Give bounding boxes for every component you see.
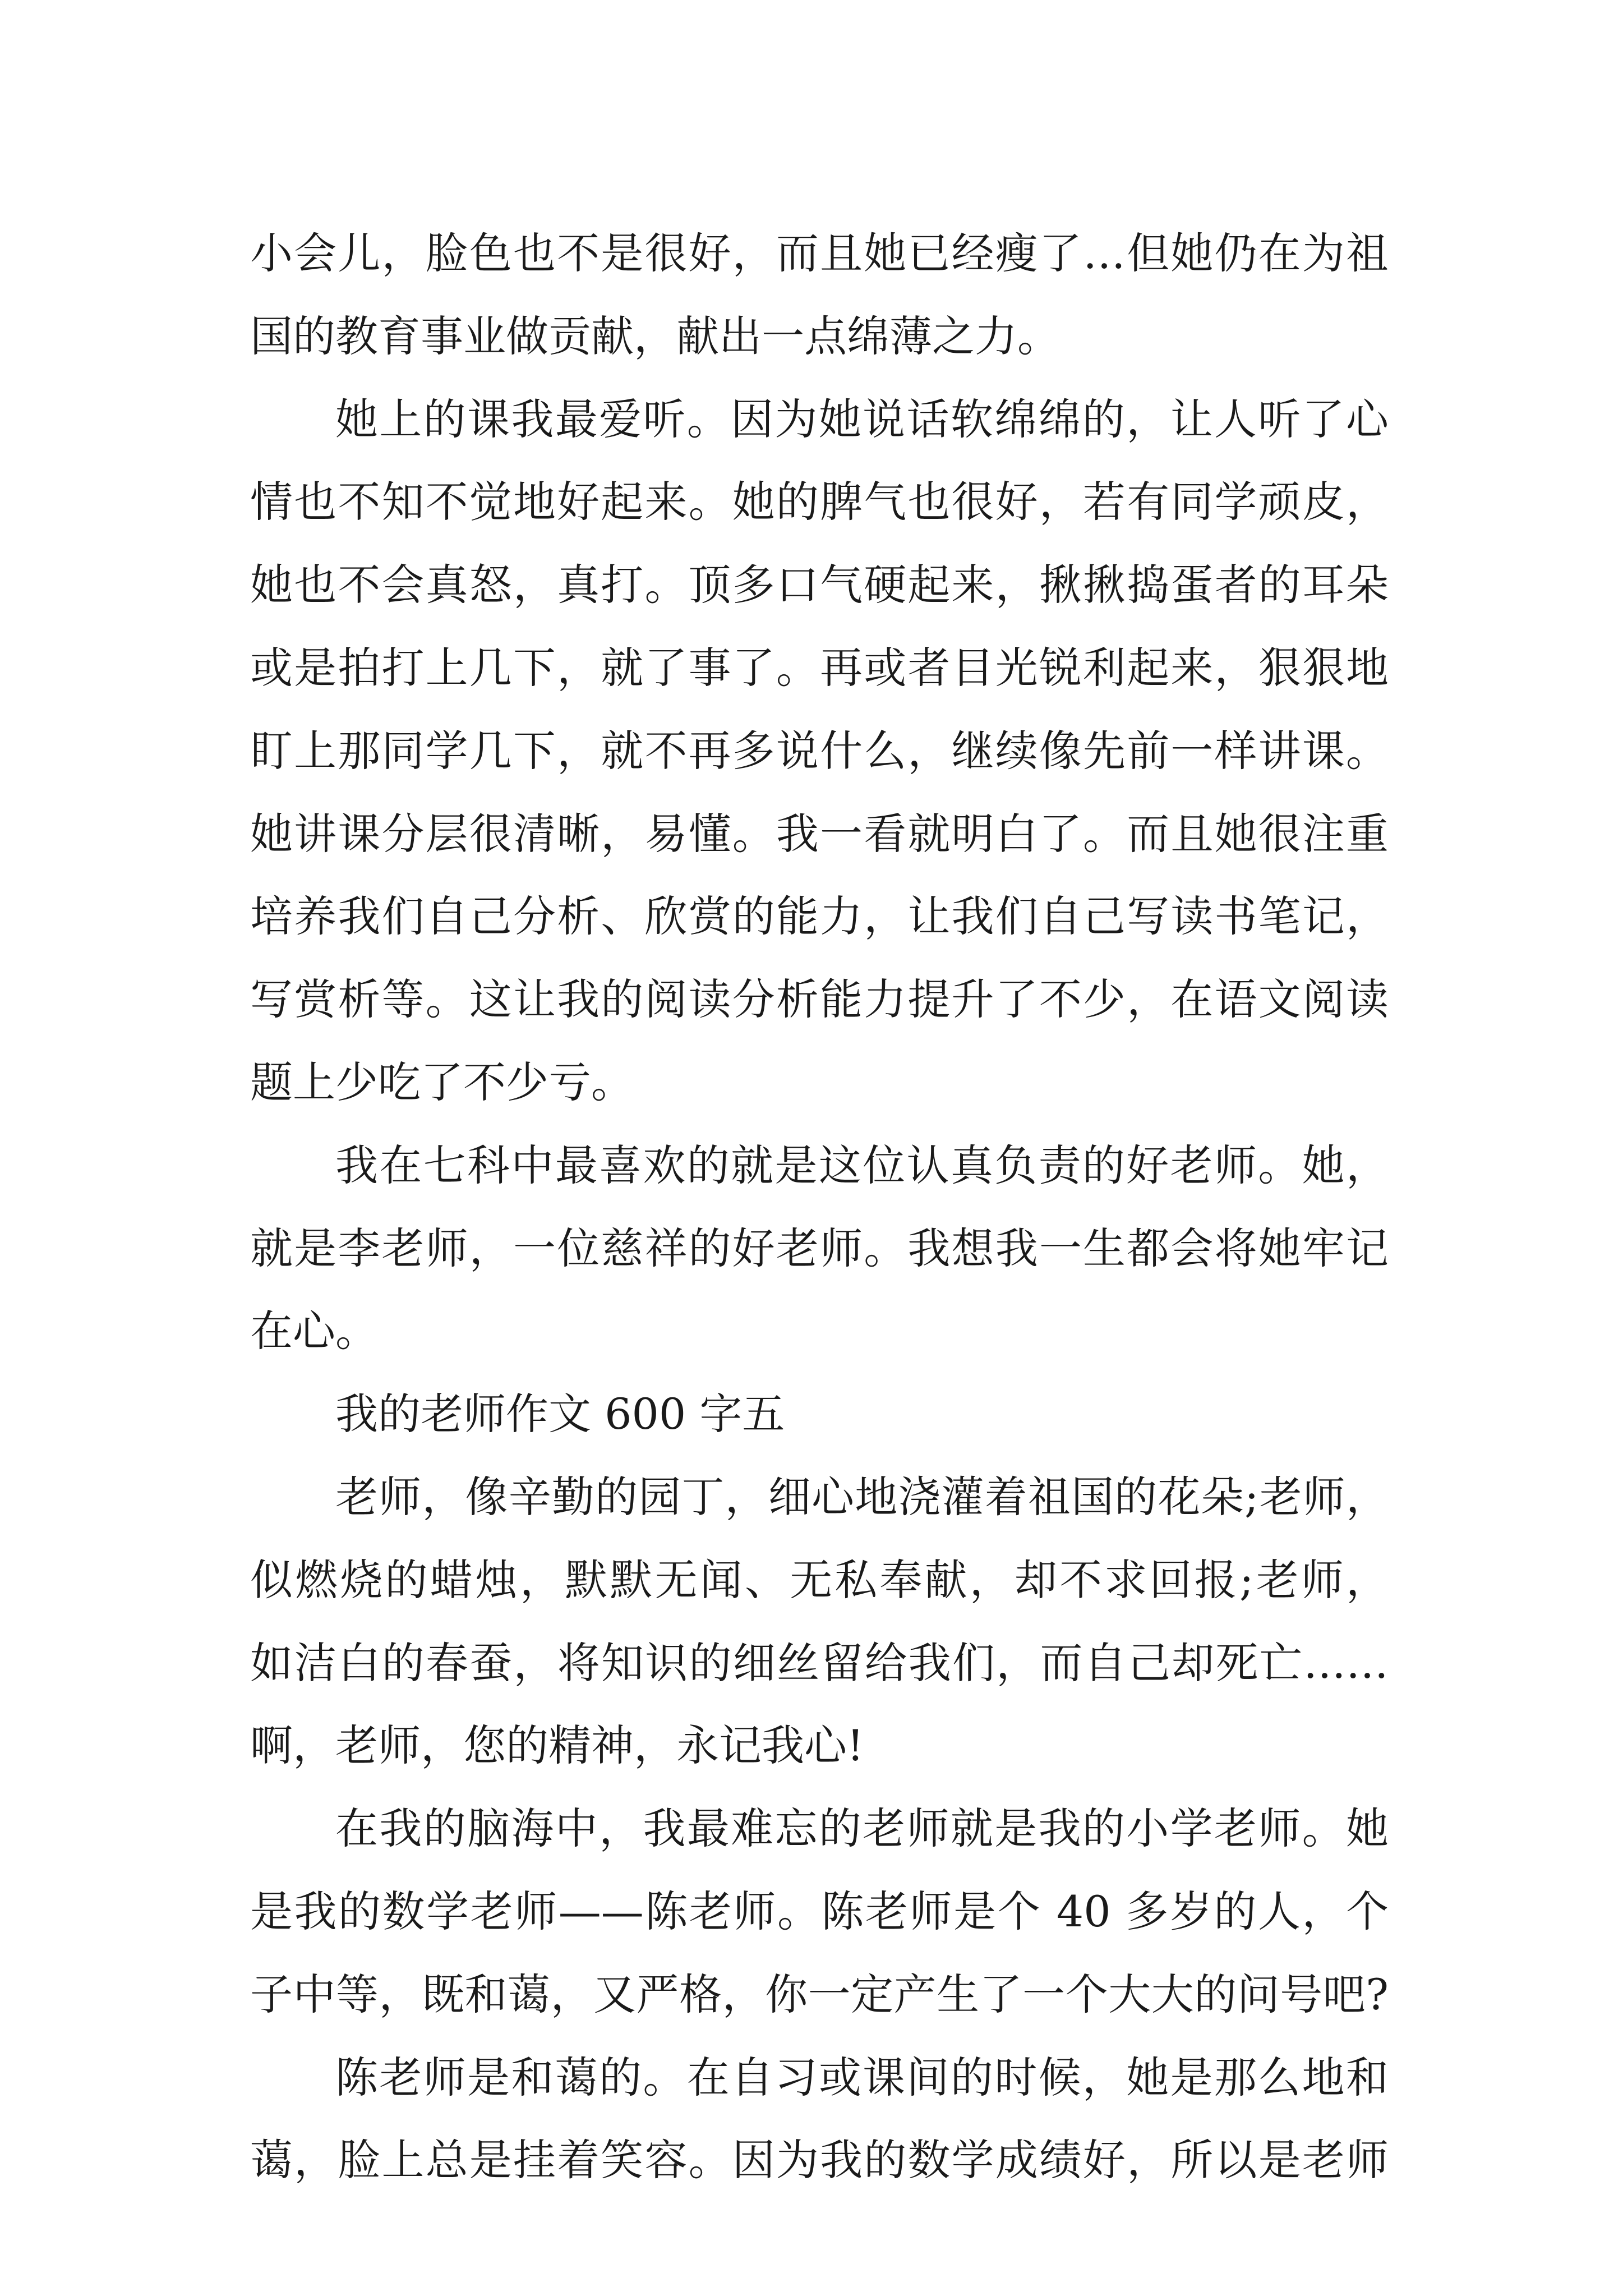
text-line: 培养我们自己分析、欣赏的能力，让我们自己写读书笔记， [250, 891, 1389, 942]
text-line: 她上的课我最爱听。因为她说话软绵绵的，让人听了心 [335, 394, 1389, 444]
text-line: 盯上那同学几下，就不再多说什么，继续像先前一样讲课。 [250, 725, 1389, 776]
text-line: 在心。 [250, 1306, 378, 1356]
text-line: 我在七科中最喜欢的就是这位认真负责的好老师。她， [335, 1140, 1389, 1190]
text-line: 如洁白的春蚕，将知识的细丝留给我们，而自己却死亡…… [250, 1637, 1389, 1688]
text-line: 子中等，既和蔼，又严格，你一定产生了一个大大的问号吧? [250, 1969, 1389, 2019]
text-line: 她讲课分层很清晰，易懂。我一看就明白了。而且她很注重 [250, 808, 1389, 859]
text-line: 她也不会真怒，真打。顶多口气硬起来，揪揪捣蛋者的耳朵 [250, 560, 1389, 610]
text-line: 国的教育事业做贡献，献出一点绵薄之力。 [250, 311, 1060, 361]
text-line: 陈老师是和蔼的。在自习或课间的时候，她是那么地和 [335, 2052, 1389, 2102]
text-line: 老师，像辛勤的园丁，细心地浇灌着祖国的花朵;老师， [335, 1471, 1389, 1522]
text-line: 是我的数学老师——陈老师。陈老师是个 40 多岁的人，个 [250, 1886, 1389, 1936]
text-line: 题上少吃了不少亏。 [250, 1057, 634, 1107]
text-line: 写赏析等。这让我的阅读分析能力提升了不少，在语文阅读 [250, 974, 1389, 1025]
text-line: 啊，老师，您的精神，永记我心! [250, 1720, 864, 1771]
section-heading: 我的老师作文 600 字五 [335, 1389, 785, 1439]
text-line: 在我的脑海中，我最难忘的老师就是我的小学老师。她 [335, 1803, 1389, 1854]
text-line: 就是李老师，一位慈祥的好老师。我想我一生都会将她牢记 [250, 1223, 1389, 1273]
text-line: 情也不知不觉地好起来。她的脾气也很好，若有同学顽皮， [250, 477, 1389, 527]
text-line: 蔼，脸上总是挂着笑容。因为我的数学成绩好，所以是老师 [250, 2135, 1389, 2185]
text-line: 似燃烧的蜡烛，默默无闻、无私奉献，却不求回报;老师， [250, 1554, 1389, 1605]
text-line: 或是拍打上几下，就了事了。再或者目光锐利起来，狠狠地 [250, 642, 1389, 693]
essay-text [250, 212, 1389, 2202]
text-line: 小会儿，脸色也不是很好，而且她已经瘦了…但她仍在为祖 [250, 228, 1389, 278]
